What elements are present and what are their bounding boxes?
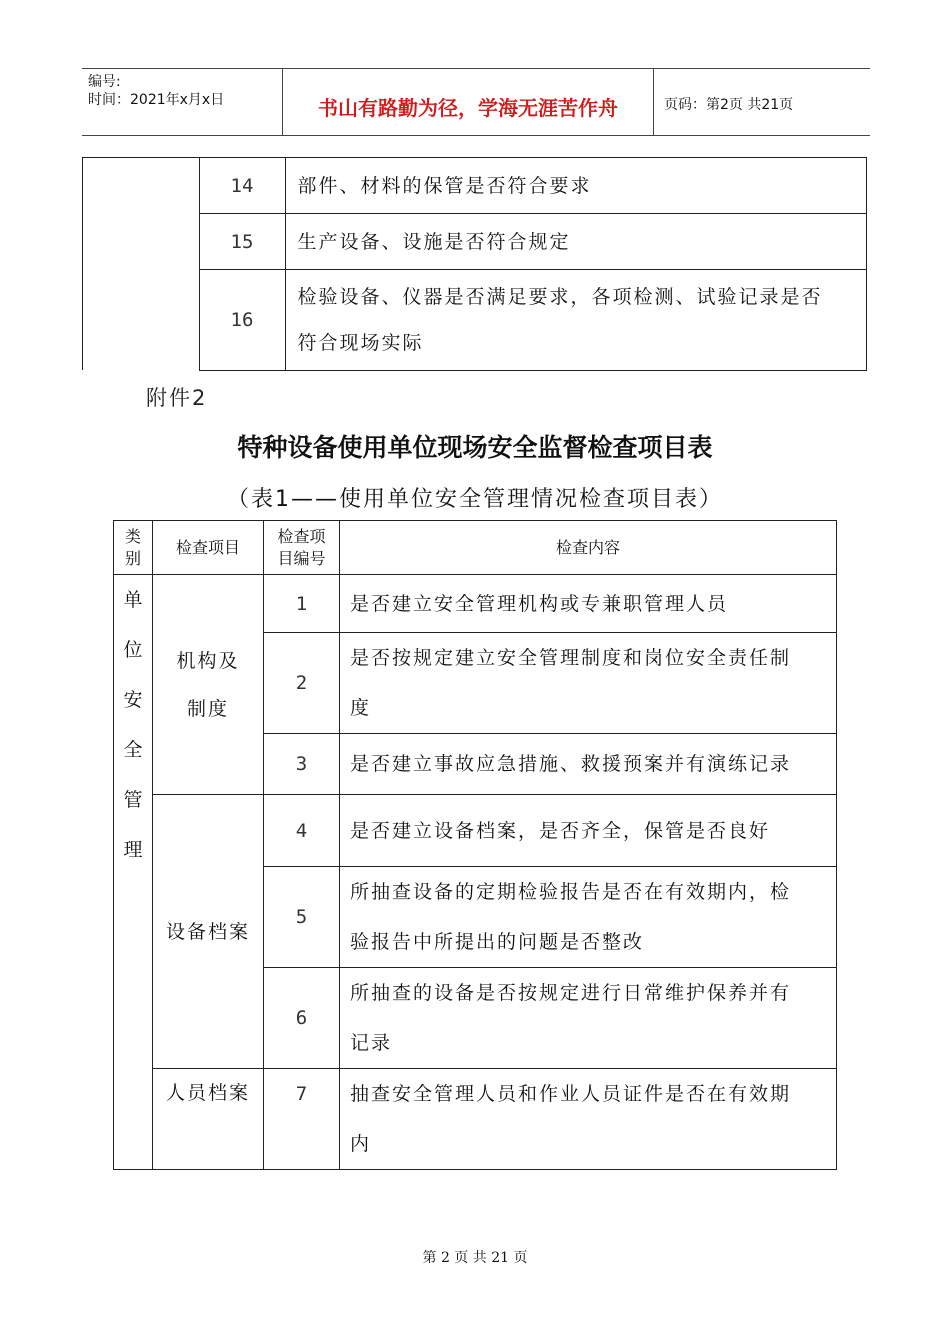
row-number: 1 (264, 575, 340, 633)
row-number: 6 (264, 968, 340, 1069)
header-top-rule (82, 68, 870, 69)
row-content: 是否建立设备档案，是否齐全，保管是否良好 (340, 795, 837, 867)
inspection-table (113, 520, 837, 1170)
row-number: 16 (199, 270, 285, 371)
item-cell: 设备档案 (153, 795, 264, 1069)
table-header-row (114, 521, 837, 575)
row-content (285, 270, 867, 371)
row-content: 生产设备、设施是否符合规定 (285, 214, 867, 270)
table-row (114, 1069, 837, 1170)
table-row (114, 575, 837, 633)
row-content: 是否建立事故应急措施、救援预案并有演练记录 (340, 734, 837, 795)
row-number: 2 (264, 633, 340, 734)
row-content-line: 检验设备、仪器是否满足要求，各项检测、试验记录是否 (297, 286, 823, 308)
row-number: 3 (264, 734, 340, 795)
header-category: 类 别 (114, 521, 153, 575)
header-bottom-rule (82, 135, 870, 136)
document-title: 特种设备使用单位现场安全监督检查项目表 (237, 433, 713, 462)
row-number: 4 (264, 795, 340, 867)
row-number: 14 (199, 158, 285, 214)
table-row (114, 795, 837, 867)
row-content-line: 符合现场实际 (297, 332, 424, 354)
row-number: 15 (199, 214, 285, 270)
time-label: 时间：2021年x月x日 (88, 92, 225, 108)
table-row (82, 158, 867, 214)
table-subtitle: （表1——使用单位安全管理情况检查项目表） (227, 487, 723, 512)
row-content: 抽查安全管理人员和作业人员证件是否在有效期 内 (340, 1069, 837, 1170)
table-row (82, 270, 867, 371)
header-page-info: 页码：第2页 共21页 (664, 97, 794, 113)
page-footer: 第 2 页 共 21 页 (422, 1250, 528, 1266)
continuation-table (82, 157, 867, 371)
serial-label: 编号: (88, 74, 121, 90)
empty-category-cell (82, 158, 199, 371)
header-motto: 书山有路勤为径，学海无涯苦作舟 (318, 96, 618, 120)
header-content: 检查内容 (340, 521, 837, 575)
row-content: 所抽查设备的定期检验报告是否在有效期内，检 验报告中所提出的问题是否整改 (340, 867, 837, 968)
row-number: 7 (264, 1069, 340, 1170)
category-cell: 单 位 安 全 管 理 (114, 575, 153, 1170)
row-content: 所抽查的设备是否按规定进行日常维护保养并有 记录 (340, 968, 837, 1069)
item-cell: 机构及 制度 (153, 575, 264, 795)
row-number: 5 (264, 867, 340, 968)
attachment-label: 附件2 (146, 386, 208, 410)
row-content: 部件、材料的保管是否符合要求 (285, 158, 867, 214)
row-content: 是否按规定建立安全管理制度和岗位安全责任制 度 (340, 633, 837, 734)
header-item: 检查项目 (153, 521, 264, 575)
item-cell: 人员档案 (153, 1069, 264, 1170)
header-code: 检查项 目编号 (264, 521, 340, 575)
table-row (82, 214, 867, 270)
header-divider (653, 68, 654, 136)
row-content: 是否建立安全管理机构或专兼职管理人员 (340, 575, 837, 633)
